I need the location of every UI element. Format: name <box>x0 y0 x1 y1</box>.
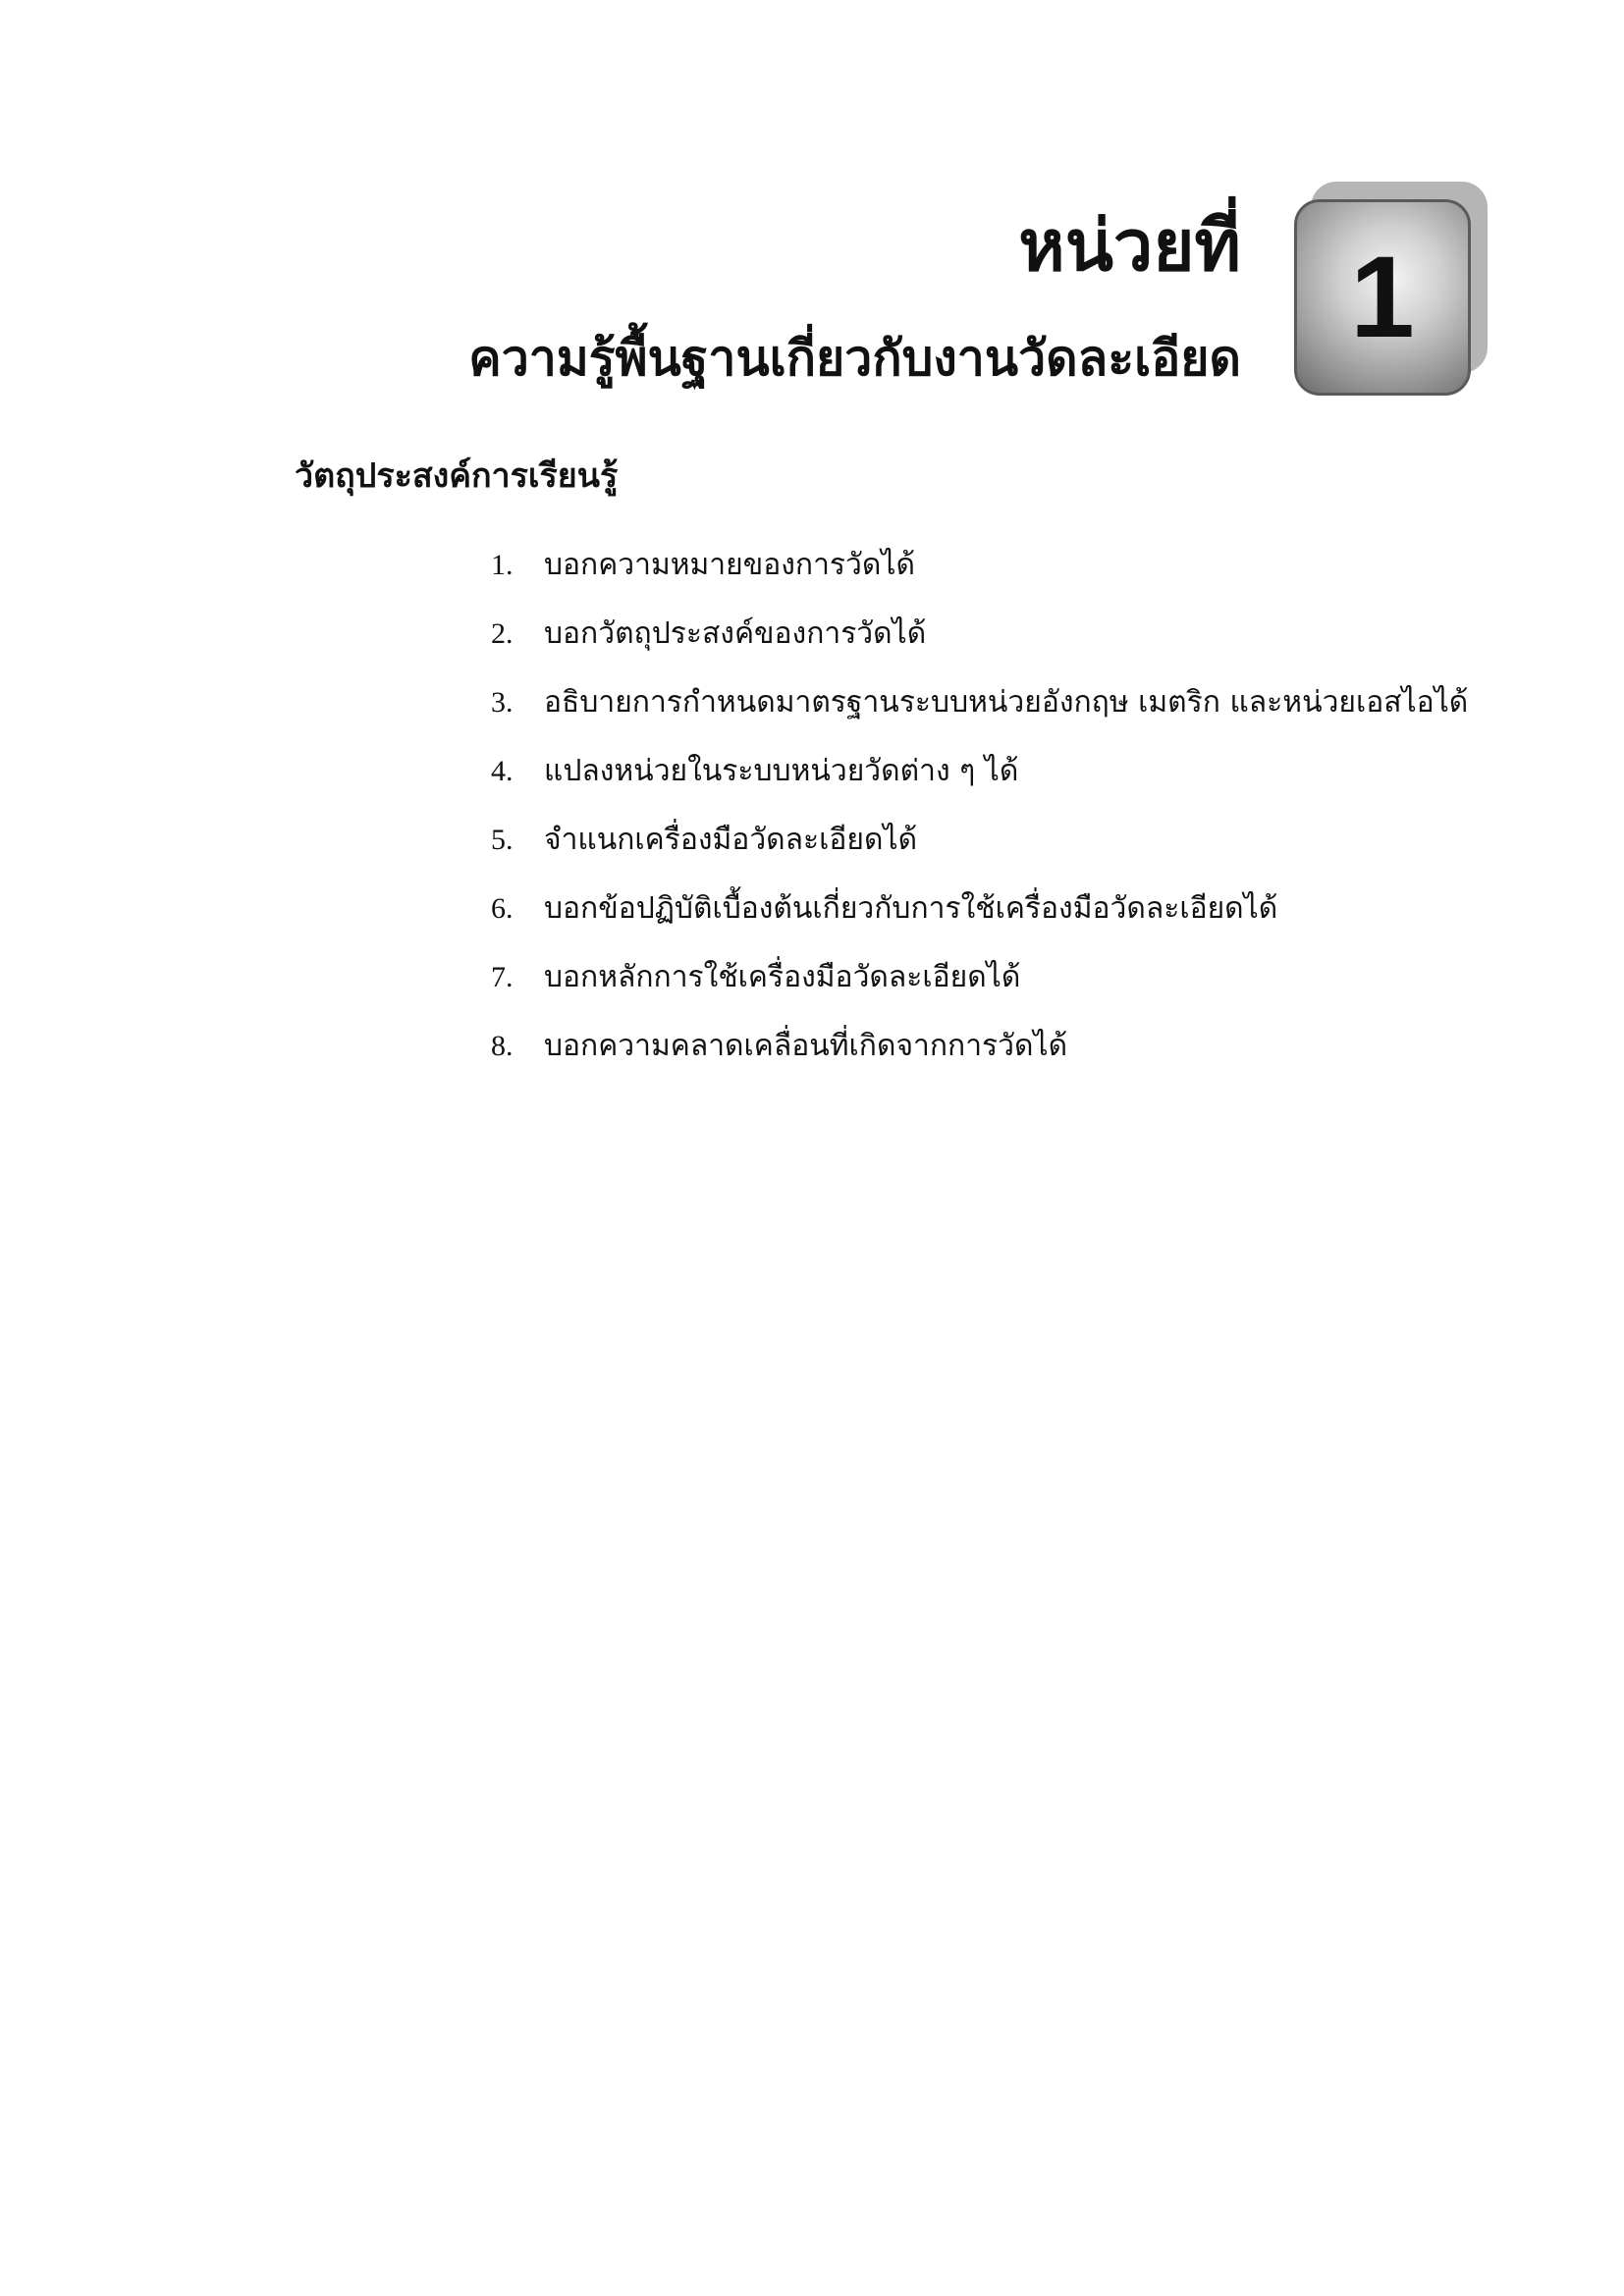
objective-item <box>491 679 1468 748</box>
objective-text: บอกหลักการใช้เครื่องมือวัดละเอียดได้ <box>544 960 1021 994</box>
objective-text: บอกความหมายของการวัดได้ <box>544 548 915 582</box>
objective-text: บอกข้อปฏิบัติเบื้องต้นเกี่ยวกับการใช้เครื่องมือวัดละเอียดได้ <box>544 891 1278 926</box>
objective-number: 8. <box>491 1030 514 1062</box>
objective-number: 6. <box>491 892 514 925</box>
objectives-heading: วัตถุประสงค์การเรียนรู้ <box>295 456 619 496</box>
unit-label: หน่วยที่ <box>1018 204 1241 287</box>
objective-item <box>491 611 1468 679</box>
objective-item <box>491 817 1468 885</box>
objective-item <box>491 1023 1468 1092</box>
objective-number: 2. <box>491 617 514 650</box>
objective-item <box>491 748 1468 817</box>
chapter-title: ความรู้พื้นฐานเกี่ยวกับงานวัดละเอียด <box>468 330 1241 387</box>
objective-item <box>491 954 1468 1023</box>
objective-text: บอกวัตถุประสงค์ของการวัดได้ <box>544 616 927 651</box>
objective-item <box>491 542 1468 611</box>
unit-number: 1 <box>1350 233 1415 362</box>
objective-number: 3. <box>491 686 514 719</box>
objective-text: แปลงหน่วยในระบบหน่วยวัดต่าง ๆ ได้ <box>544 754 1019 788</box>
objective-number: 7. <box>491 961 514 993</box>
objective-number: 4. <box>491 755 514 787</box>
objective-item <box>491 885 1468 954</box>
objective-number: 1. <box>491 549 514 581</box>
objective-text: จำแนกเครื่องมือวัดละเอียดได้ <box>544 823 918 857</box>
unit-number-badge <box>1294 199 1471 396</box>
objective-number: 5. <box>491 824 514 856</box>
objective-text: อธิบายการกำหนดมาตรฐานระบบหน่วยอังกฤษ เมตริก และหน่วยเอสไอได้ <box>544 685 1469 720</box>
objective-text: บอกความคลาดเคลื่อนที่เกิดจากการวัดได้ <box>544 1029 1068 1063</box>
objectives-list <box>491 542 1468 1092</box>
